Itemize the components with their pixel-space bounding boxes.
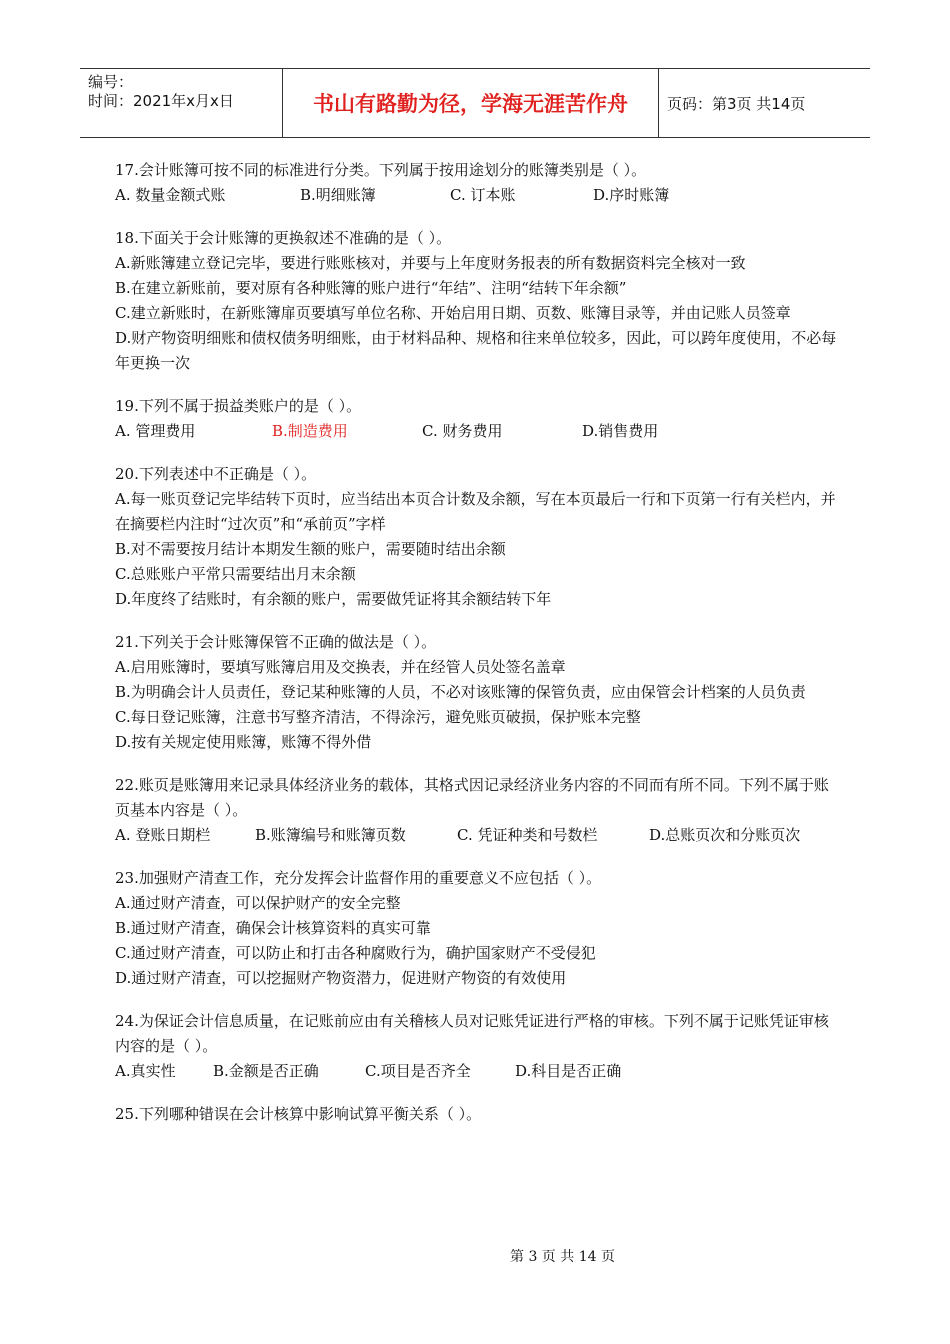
option-d: D.销售费用 [582, 422, 659, 440]
question-stem: 21.下列关于会计账簿保管不正确的做法是（ ）。 [115, 633, 437, 651]
options-row [115, 419, 840, 444]
question-list [115, 158, 840, 1145]
page-label: 页码：第3页 共14页 [667, 94, 806, 113]
option-c: C.建立新账时，在新账簿扉页要填写单位名称、开始启用日期、页数、账簿目录等，并由记账人员签章 [115, 304, 791, 322]
option-c: C.总账账户平常只需要结出月末余额 [115, 565, 356, 583]
option-a: A. 数量金额式账 [115, 186, 226, 204]
option-d: D.通过财产清查，可以挖掘财产物资潜力，促进财产物资的有效使用 [115, 969, 567, 987]
time-label: 时间：2021年x月x日 [88, 92, 234, 110]
option-d: D.财产物资明细账和债权债务明细账，由于材料品种、规格和往来单位较多，因此，可以跨年度使用，不必每年更换一次 [115, 329, 837, 372]
option-d: D.年度终了结账时，有余额的账户，需要做凭证将其余额结转下年 [115, 590, 552, 608]
option-b: B.在建立新账前，要对原有各种账簿的账户进行“年结”、注明“结转下年余额” [115, 279, 627, 297]
option-a: A.真实性 [115, 1062, 176, 1080]
question-stem: 19.下列不属于损益类账户的是（ ）。 [115, 397, 362, 415]
question-stem: 18.下面关于会计账簿的更换叙述不准确的是（ ）。 [115, 229, 452, 247]
option-c: C. 凭证种类和号数栏 [457, 826, 598, 844]
option-b: B.明细账簿 [300, 186, 376, 204]
question-17 [115, 158, 840, 208]
header-left-cell [80, 69, 283, 137]
question-stem: 24.为保证会计信息质量，在记账前应由有关稽核人员对记账凭证进行严格的审核。下列不属于记账凭证审核内容的是（ ）。 [115, 1012, 829, 1055]
motto: 书山有路勤为径，学海无涯苦作舟 [283, 69, 659, 137]
option-a: A. 管理费用 [115, 422, 196, 440]
options-row [115, 183, 840, 208]
option-b: B.通过财产清查，确保会计核算资料的真实可靠 [115, 919, 431, 937]
question-22 [115, 773, 840, 848]
question-24 [115, 1009, 840, 1084]
code-label: 编号： [88, 73, 134, 91]
question-25 [115, 1102, 840, 1127]
question-20 [115, 462, 840, 612]
option-a: A.通过财产清查，可以保护财产的安全完整 [115, 894, 401, 912]
question-21 [115, 630, 840, 755]
option-b: B.为明确会计人员责任，登记某种账簿的人员，不必对该账簿的保管负责，应由保管会计档案的人员负责 [115, 683, 806, 701]
question-stem: 23.加强财产清查工作，充分发挥会计监督作用的重要意义不应包括（ ）。 [115, 869, 602, 887]
option-d: D.序时账簿 [593, 186, 670, 204]
option-a: A. 登账日期栏 [115, 826, 211, 844]
option-c: C.通过财产清查，可以防止和打击各种腐败行为，确护国家财产不受侵犯 [115, 944, 596, 962]
option-c: C. 财务费用 [422, 422, 503, 440]
option-a: A.每一账页登记完毕结转下页时，应当结出本页合计数及余额，写在本页最后一行和下页第一行有关栏内，并在摘要栏内注时“过次页”和“承前页”字样 [115, 490, 836, 533]
question-stem: 25.下列哪种错误在会计核算中影响试算平衡关系（ ）。 [115, 1105, 482, 1123]
question-stem: 20.下列表述中不正确是（ ）。 [115, 465, 317, 483]
question-23 [115, 866, 840, 991]
option-d: D.总账页次和分账页次 [649, 826, 801, 844]
option-a: A.启用账簿时，要填写账簿启用及交换表，并在经管人员处签名盖章 [115, 658, 566, 676]
option-b-highlighted: B.制造费用 [272, 422, 348, 440]
option-c: C.每日登记账簿，注意书写整齐清洁，不得涂污，避免账页破损，保护账本完整 [115, 708, 641, 726]
option-d: D.科目是否正确 [515, 1062, 622, 1080]
question-stem: 22.账页是账簿用来记录具体经济业务的载体，其格式因记录经济业务内容的不同而有所不同。下列不属于账页基本内容是（ ）。 [115, 776, 829, 819]
option-b: B.金额是否正确 [213, 1062, 319, 1080]
question-stem: 17.会计账簿可按不同的标准进行分类。下列属于按用途划分的账簿类别是（ ）。 [115, 161, 647, 179]
option-b: B.对不需要按月结计本期发生额的账户，需要随时结出余额 [115, 540, 506, 558]
page-footer: 第 3 页 共 14 页 [510, 1249, 615, 1265]
options-row [115, 823, 840, 848]
option-d: D.按有关规定使用账簿，账簿不得外借 [115, 733, 372, 751]
page-header [80, 68, 870, 138]
option-c: C. 订本账 [450, 186, 516, 204]
question-18 [115, 226, 840, 376]
option-a: A.新账簿建立登记完毕，要进行账账核对，并要与上年度财务报表的所有数据资料完全核对一致 [115, 254, 746, 272]
option-c: C.项目是否齐全 [365, 1062, 471, 1080]
options-row [115, 1059, 840, 1084]
question-19 [115, 394, 840, 444]
option-b: B.账簿编号和账簿页数 [255, 826, 406, 844]
